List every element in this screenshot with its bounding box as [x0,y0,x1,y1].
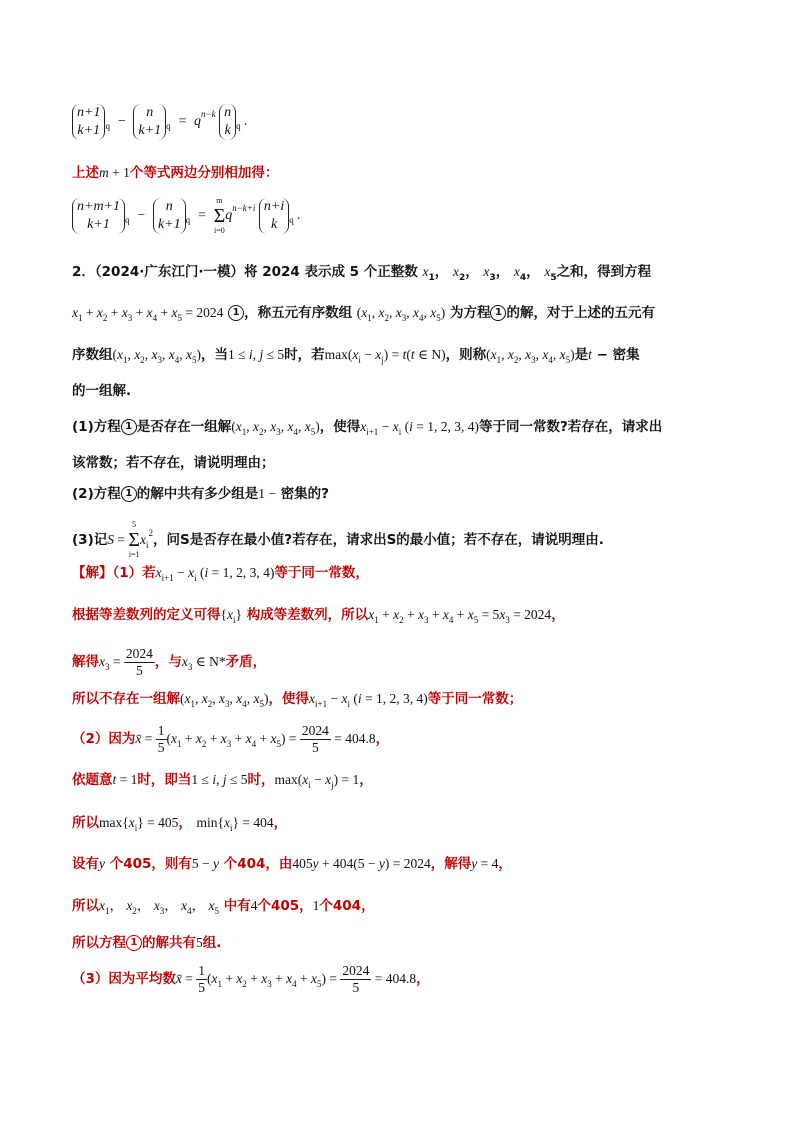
solution-part-2-conclusion: 所以方程 1 的解共有5组. [72,935,222,951]
solution-part-2-count: 设有y 个405，则有5 − y 个404，由405y + 404(5 − y) = 2024，解得y = 4， [72,856,512,872]
summation-intro: 上述m + 1个等式两边分别相加得： [72,165,279,181]
part-3: (3)记S = 5 Σ i=1 $x_i^2$，问S是否存在最小值?若存在，请求出S的最小值；若不存在，请说明理由. [72,520,604,559]
solution-part-2-mean: （2）因为x̄ = $\frac{1}{5}$ $(x_1 + x_2 + x_3 + x_4 + x_5)$ = $\frac{2024}{5}$ = 404.8， [72,722,390,755]
question-2-line-4: 的一组解. [72,383,132,399]
solution-part-1-start: 【解】（1）若$x_{i+1} - x_i$ (i = 1, 2, 3, 4)等于同一常数， [72,565,369,583]
solution-x3-value: 解得$x_3$ = $\frac{2024}{5}$ ，与$x_3$ ∈ N*矛盾， [72,645,267,678]
solution-arithmetic-sequence: 根据等差数列的定义可得$\{x_i\}$ 构成等差数列，所以$x_1 + x_2 + x_3 + x_4 + x_5 = 5x_3 = 2024$， [72,607,565,625]
formula-summed-identity: n+m+1 k+1 $_q$ − n k+1 $_q$ = m Σ i=0 $q^{n-k+i}$ n+i k $_q$ . [72,196,301,236]
circled-one-icon: 1 [126,935,142,951]
question-2-line-2: $x_1 + x_2 + x_3 + x_4 + x_5 = 2024$ 1 ，称五元有序数组 ($x_1$, $x_2$, $x_3$, $x_4$, $x_5$) 为方程 1 的解，对于上述的五元有 [72,305,655,323]
solution-part-3-mean: （3）因为平均数x̄ = $\frac{1}{5}$ $(x_1 + x_2 + x_3 + x_4 + x_5)$ = $\frac{2024}{5}$ = 404.8， [72,962,430,995]
solution-part-2-distribution: 所以$x_1$， $x_2$， $x_3$， $x_4$， $x_5$ 中有4个405，1个404， [72,898,375,916]
formula-q-binomial-identity: n+1 k+1 $_q$ − n k+1 $_q = q^{n-k}$ n k $_q$ . [72,104,248,140]
circled-one-icon: 1 [228,305,244,321]
circled-one-icon: 1 [121,486,137,502]
solution-part-2-max-min: 所以$\max\{x_i\} = 405$， $\min\{x_i\} = 404$， [72,815,288,833]
part-1: (1)方程 1 是否存在一组解($x_1$, $x_2$, $x_3$, $x_4$, $x_5$)，使得$x_{i+1} - x_i$ (i = 1, 2, 3, 4)等于同一常数?若存在，请求出 [72,419,663,437]
question-2-line-1: 2．（2024·广东江门·一模）将 2024 表示成 5 个正整数 $x_1$， $x_2$， $x_3$， $x_4$， $x_5$之和，得到方程 [72,264,652,283]
circled-one-icon: 1 [121,419,137,435]
solution-part-2-condition: 依题意t = 1时，即当1 ≤ i, j ≤ 5时，$\max(x_i - x_j) = 1$， [72,772,373,790]
circled-one-icon: 1 [490,305,506,321]
part-1-continued: 该常数；若不存在，请说明理由； [72,455,275,471]
part-2: (2)方程 1 的解中共有多少组是1 − 密集的? [72,486,330,502]
solution-part-1-conclusion: 所以不存在一组解($x_1$, $x_2$, $x_3$, $x_4$, $x_5$)，使得$x_{i+1} - x_i$ (i = 1, 2, 3, 4)等于同一常数； [72,691,523,709]
question-2-line-3: 序数组($x_1$, $x_2$, $x_3$, $x_4$, $x_5$)，当1 ≤ i, j ≤ 5时，若$\max(x_i - x_j) = t(t$ ∈ N)，则称($x_1$, $x_2$, $x_3$, $x_4$, $x_5$)是t − 密集 [72,347,640,365]
